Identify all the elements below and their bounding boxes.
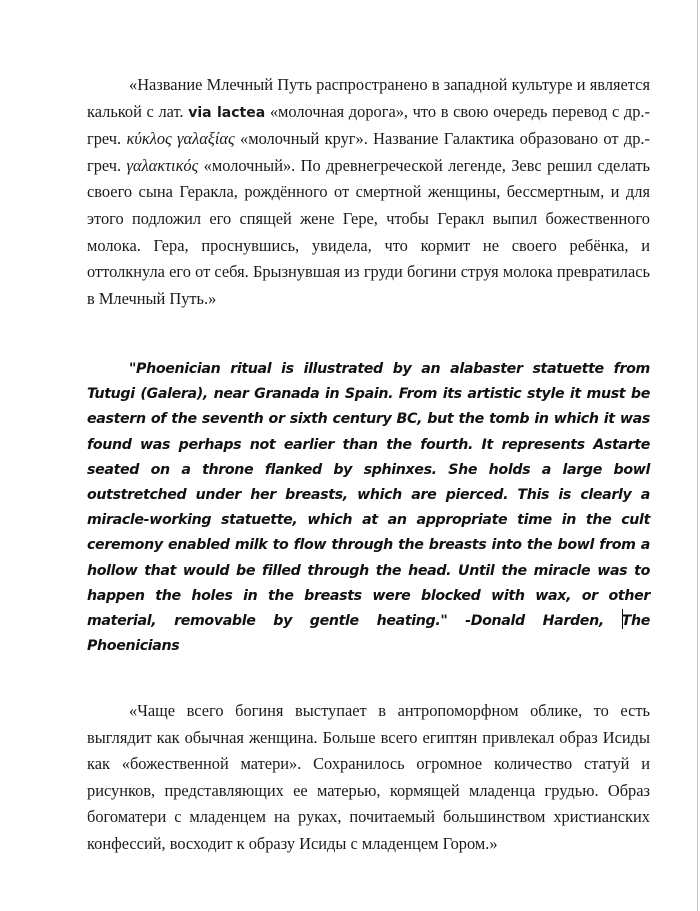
quote-text: "Phoenician ritual is illustrated by an alabaster statuette from Tutugi (Galera), near Granada in Spain. From its artistic style it must be eastern of the seventh or sixth century BC, but the tomb in which it was found was perhaps not earlier than the fourth. It represents Astarte seated on a throne flanked by sphinxes. She holds a large bowl outstretched under her breasts, which are pierced. This is clearly a miracle-working statuette, which at an appropriate time in the cult ceremony enabled milk to flow through the breasts into the bowl from a hollow that would be filled through the head. Until the miracle was to happen the holes in the breasts were blocked with wax, or other material, removable by gentle heating." -Donald Harden, — [87, 361, 650, 630]
text-segment: «Название Млечный Путь распространено в западной культуре и является калькой с лат. — [87, 75, 650, 121]
text-segment: «молочный». По древнегреческой легенде, Зевс решил сделать своего сына Геракла, рождённого от смертной женщины, бессмертным, и для этого подложил его спящей жене Гере, чтобы Геракл выпил божественного молока. Гера, проснувшись, увидела, что кормит не своего ребёнка, и оттолкнула его от себя. Брызнувшая из груди богини струя молока превратилась в Млечный Путь.» — [87, 155, 650, 308]
paragraph-phoenician-quote[interactable] — [87, 357, 650, 659]
text-segment: «молочная дорога», что в свою очередь перевод с др.-греч. — [87, 101, 650, 149]
quote-source: The Phoenicians — [87, 613, 650, 655]
paragraph-text: «Чаще всего богиня выступает в антропоморфном облике, то есть выглядит как обычная женщина. Больше всего египтян привлекал образ Исиды как «божественной матери». Сохранилось огромное количество статуй и рисунков, представляющих ее матерью, кормящей младенца грудью. Образ богоматери с младенцем на руках, почитаемый большинством христианских конфессий, восходит к образу Исиды с младенцем Гором.» — [87, 701, 650, 853]
greek-term: κύκλος γαλαξίας — [126, 129, 235, 149]
latin-term: via lactea — [188, 104, 266, 121]
paragraph-milky-way[interactable] — [87, 72, 650, 312]
text-segment: «молочный круг». Название Галактика образовано от др.-греч. — [87, 129, 650, 175]
paragraph-isis[interactable] — [87, 698, 650, 858]
greek-term: γαλακτικός — [126, 155, 199, 175]
